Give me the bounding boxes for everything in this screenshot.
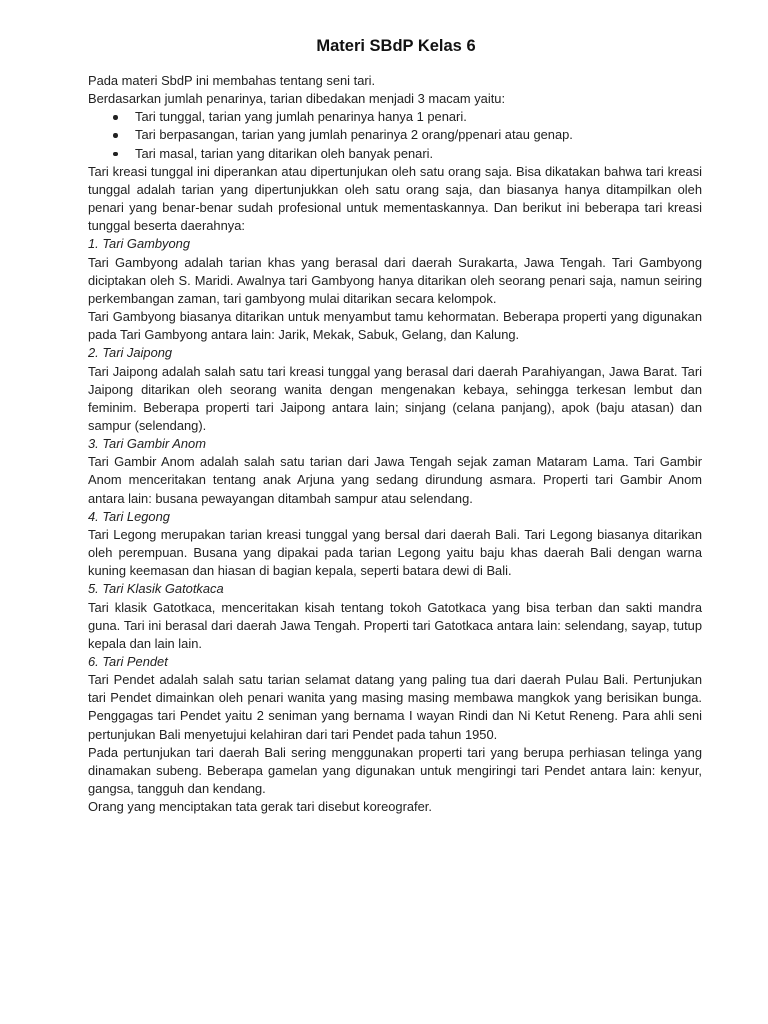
intro-line-2: Berdasarkan jumlah penarinya, tarian dibedakan menjadi 3 macam yaitu: — [88, 91, 506, 107]
section-heading-pendet: 6. Tari Pendet — [88, 654, 168, 669]
paragraph-pendet-1: Tari Pendet adalah salah satu tarian selamat datang yang paling tua dari daerah Pulau Bali. Pertunjukan tari Pendet dimainkan oleh penari wanita yang masing masing membawa mangkok yang berisikan bunga. Penggagas tari Pendet yaitu 2 seniman yang bernama I wayan Rindi dan Ni Ketut Reneng. Para ahli seni pertunjukan Bali menyetujui kelahiran dari tari Pendet pada tahun 1950. — [88, 672, 702, 742]
document-body — [88, 72, 702, 816]
paragraph-gambyong-2: Tari Gambyong biasanya ditarikan untuk menyambut tamu kehormatan. Beberapa properti yang digunakan pada Tari Gambyong antara lain: Jarik, Mekak, Sabuk, Gelang, dan Kalung. — [88, 309, 702, 343]
intro-line-1: Pada materi SbdP ini membahas tentang seni tari. — [88, 73, 376, 88]
paragraph-legong: Tari Legong merupakan tarian kreasi tunggal yang bersal dari daerah Bali. Tari Legong biasanya ditarikan oleh perempuan. Busana yang dipakai pada tarian Legong yaitu baju khas daerah Bali dengan warna kuning keemasan dan hiasan di bagian kepala, seperti batara dewi di Bali. — [88, 526, 702, 579]
list-item: Tari tunggal, tarian yang jumlah penarinya hanya 1 penari. — [135, 108, 702, 126]
section-heading-jaipong: 2. Tari Jaipong — [88, 345, 173, 361]
paragraph-jaipong: Tari Jaipong adalah salah satu tari kreasi tunggal yang berasal dari daerah Parahiyangan, Jawa Barat. Tari Jaipong ditarikan oleh seorang wanita dengan mengenakan kebaya, sehingga terkesan lembut dan feminim. Beberapa properti tari Jaipong antara lain; sinjang (celana panjang), apok (baju atasan) dan sampur (selendang). — [88, 363, 702, 433]
closing-paragraph: Orang yang menciptakan tata gerak tari disebut koreografer. — [88, 799, 432, 815]
section-heading-legong: 4. Tari Legong — [88, 508, 170, 524]
dance-types-list — [88, 108, 702, 162]
list-item: Tari masal, tarian yang ditarikan oleh banyak penari. — [135, 145, 702, 163]
page-title: Materi SBdP Kelas 6 — [316, 37, 476, 55]
list-item: Tari berpasangan, tarian yang jumlah penarinya 2 orang/ppenari atau genap. — [135, 126, 702, 144]
paragraph-pendet-2: Pada pertunjukan tari daerah Bali sering menggunakan properti tari yang berupa perhiasan telinga yang dinamakan subeng. Beberapa gamelan yang digunakan untuk mengiringi tari Pendet antara lain: kenyur, gangsa, tangguh dan kendang. — [88, 744, 702, 797]
paragraph-gatotkaca: Tari klasik Gatotkaca, menceritakan kisah tentang tokoh Gatotkaca yang bisa terban dan sakti mandra guna. Tari ini berasal dari daerah Jawa Tengah. Properti tari Gatotkaca antara lain: selendang, sayap, tutup kepala dan lain lain. — [88, 599, 702, 651]
section-heading-gatotkaca: 5. Tari Klasik Gatotkaca — [88, 581, 224, 597]
section-heading-gambir-anom: 3. Tari Gambir Anom — [88, 436, 206, 452]
kreasi-tunggal-paragraph: Tari kreasi tunggal ini diperankan atau dipertunjukan oleh satu orang saja. Bisa dikatakan bahwa tari kreasi tunggal adalah tarian yang dipertunjukkan oleh satu orang saja, dan biasanya hanya ditampilkan oleh penari yang benar-benar sudah profesional untuk mementaskannya. Dan berikut ini beberapa tari kreasi tunggal beserta daerahnya: — [88, 163, 702, 234]
paragraph-gambir-anom: Tari Gambir Anom adalah salah satu tarian dari Jawa Tengah sejak zaman Mataram Lama. Tari Gambir Anom menceritakan tentang anak Arjuna yang sedang dirundung asmara. Properti tari Gambir Anom antara lain: busana pewayangan ditambah sampur atau selendang. — [88, 454, 702, 506]
section-heading-gambyong: 1. Tari Gambyong — [88, 236, 190, 252]
paragraph-gambyong-1: Tari Gambyong adalah tarian khas yang berasal dari daerah Surakarta, Jawa Tengah. Tari Gambyong diciptakan oleh S. Maridi. Awalnya tari Gambyong hanya ditarikan oleh seorang penari saja, namun seiring perkembangan zaman, tari gambyong mulai ditarikan secara kelompok. — [88, 254, 702, 306]
